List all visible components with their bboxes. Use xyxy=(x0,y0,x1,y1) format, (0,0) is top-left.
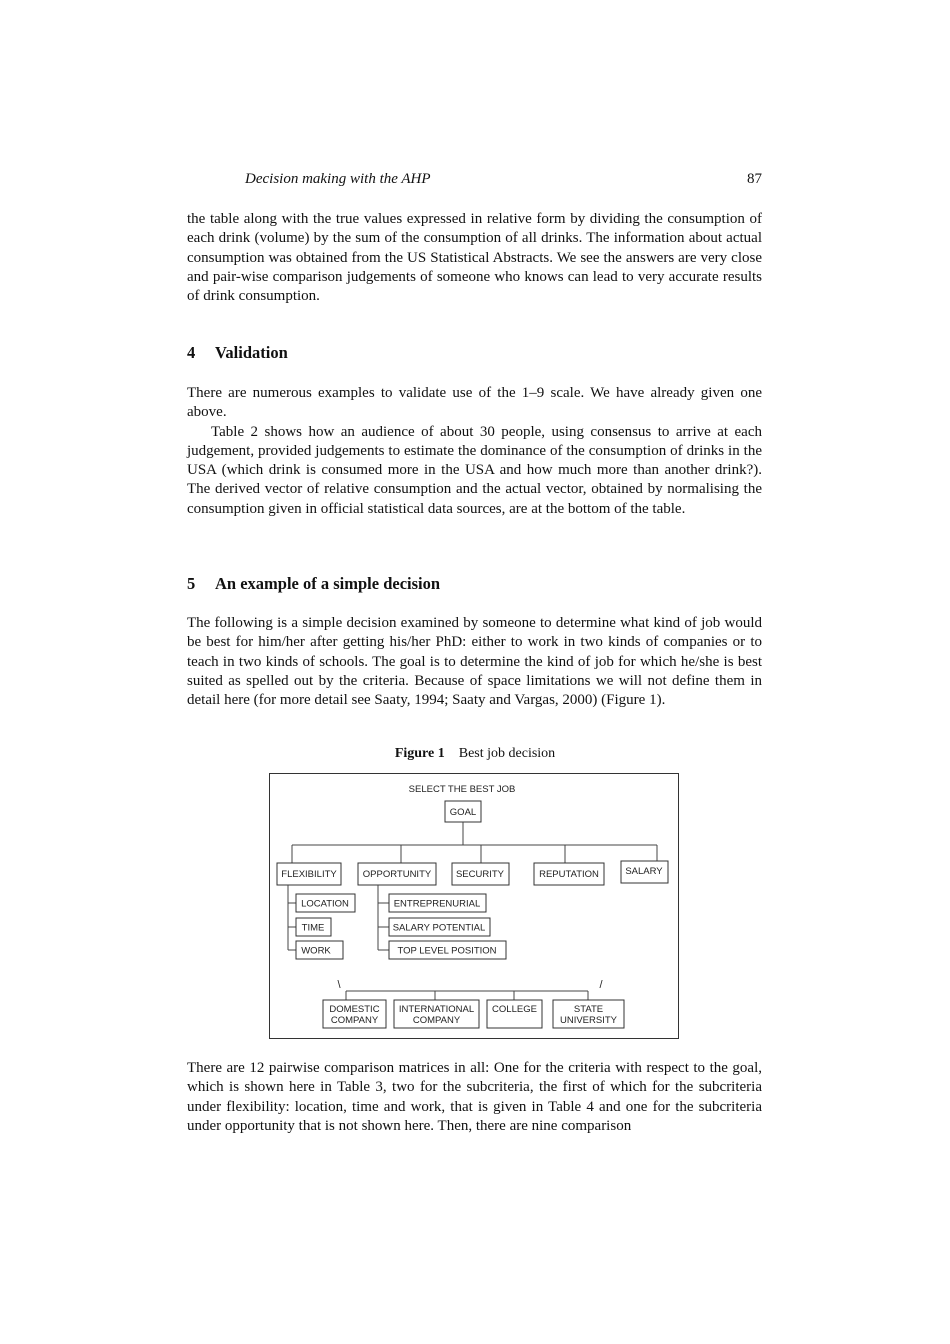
alternative-state-university-line2: UNIVERSITY xyxy=(559,1015,618,1026)
criterion-salary-label: SALARY xyxy=(625,866,663,877)
subcriterion-top-level-position-label: TOP LEVEL POSITION xyxy=(397,945,497,957)
right-slant-mark: / xyxy=(599,979,603,991)
criterion-flexibility-label: FLEXIBILITY xyxy=(281,869,337,880)
closing-text xyxy=(187,1059,762,1136)
diagram-title: SELECT THE BEST JOB xyxy=(408,784,516,795)
section-4-paragraph-2: Table 2 shows how an audience of about 30 people, using consensus to arrive at each judgement, provided judgements to estimate the dominance of the consumption of drinks in the USA (which drink is consumed more in the USA and how much more than another drink?). The derived vector of relative consumption and the actual vector, obtained by normalising the consumption given in official statistical data sources, are at the bottom of the table. xyxy=(187,423,762,517)
section-5-title: An example of a simple decision xyxy=(215,574,441,593)
criterion-opportunity-label: OPPORTUNITY xyxy=(362,869,432,880)
closing-paragraph: There are 12 pairwise comparison matrices in all: One for the criteria with respect to the goal, which is shown here in Table 3, two for the subcriteria, the first of which for the subcriteria under flexibility: location, time and work, that is given in Table 4 and one for the subcriteria under opportunity that is not shown here. Then, there are nine comparison xyxy=(187,1060,762,1134)
intro-paragraph: the table along with the true values expressed in relative form by dividing the consumption of each drink (volume) by the sum of the consumption of all drinks. The information about actual consumption was obtained from the US Statistical Abstracts. We see the answers are very close and pair-wise comparison judgements of someone who knows can lead to very accurate results of drink consumption. xyxy=(187,211,762,305)
section-4-body xyxy=(187,384,762,519)
figure-label: Figure 1 xyxy=(394,746,445,761)
page-number: 87 xyxy=(747,171,762,187)
figure-caption-text: Best job decision xyxy=(458,746,556,761)
alternative-international-company-line2: COMPANY xyxy=(412,1015,461,1026)
left-slant-mark: \ xyxy=(337,979,341,991)
alternative-international-company-line1: INTERNATIONAL xyxy=(398,1004,475,1015)
section-4-number: 4 xyxy=(187,343,196,362)
intro-text xyxy=(187,210,762,306)
section-4-paragraph-1: There are numerous examples to validate use of the 1–9 scale. We have already given one above. xyxy=(187,385,762,421)
criterion-reputation-label: REPUTATION xyxy=(539,869,599,880)
alternative-domestic-company-line2: COMPANY xyxy=(330,1015,379,1026)
running-title: Decision making with the AHP xyxy=(245,171,431,187)
subcriterion-location-label: LOCATION xyxy=(301,898,349,910)
section-5-paragraph-1: The following is a simple decision examined by someone to determine what kind of job would be best for him/her after getting his/her PhD: either to work in two kinds of companies or to teach in two kinds of schools. The goal is to determine the kind of job for which he/she is best suited as spelled out by the criteria. Because of space limitations we will not define them in detail here (for more detail see Saaty, 1994; Saaty and Vargas, 2000) (Figure 1). xyxy=(187,615,762,709)
goal-label: GOAL xyxy=(449,807,477,818)
subcriterion-time-label: TIME xyxy=(301,922,325,934)
subcriterion-work-label: WORK xyxy=(301,945,331,957)
section-5-number: 5 xyxy=(187,574,196,593)
section-4-title: Validation xyxy=(215,343,288,362)
criterion-security-label: SECURITY xyxy=(455,869,505,880)
subcriterion-salary-potential-label: SALARY POTENTIAL xyxy=(392,922,486,934)
subcriterion-entreprenurial-label: ENTREPRENURIAL xyxy=(393,898,481,910)
figure-1-hierarchy-diagram xyxy=(269,773,679,1039)
section-5-heading xyxy=(187,574,440,594)
running-header xyxy=(245,171,762,193)
alternative-domestic-company-line1: DOMESTIC xyxy=(329,1004,380,1015)
section-5-body xyxy=(187,614,762,710)
section-4-heading xyxy=(187,343,288,363)
alternative-state-university-line1: STATE xyxy=(573,1004,604,1015)
alternative-college-label: COLLEGE xyxy=(492,1004,537,1015)
figure-caption xyxy=(0,746,950,762)
